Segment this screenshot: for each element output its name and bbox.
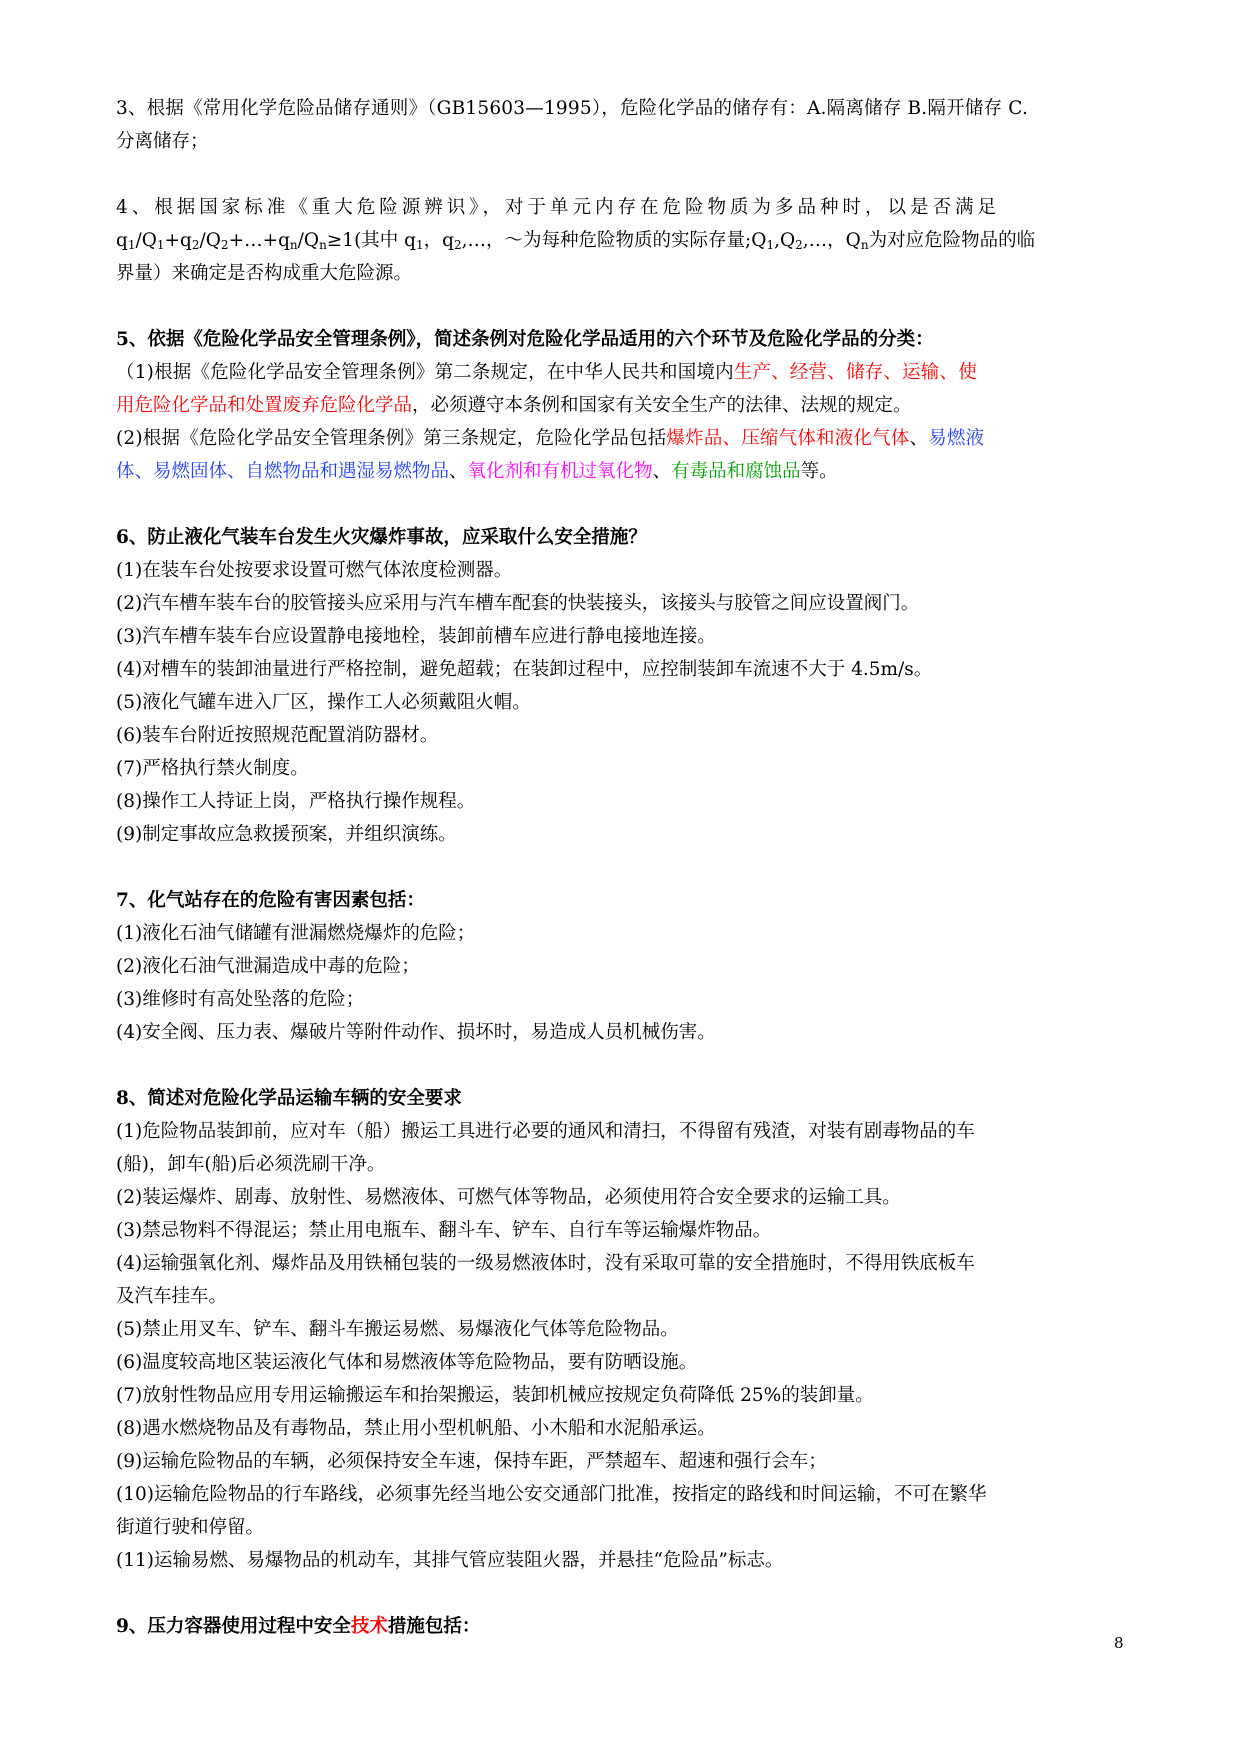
list-item: (3)汽车槽车装车台应设置静电接地栓，装卸前槽车应进行静电接地连接。 <box>116 626 716 647</box>
list-item: (2)装运爆炸、剧毒、放射性、易燃液体、可燃气体等物品，必须使用符合安全要求的运输工具。 <box>116 1187 901 1208</box>
item-5-para-1: （1)根据《危险化学品安全管理条例》第二条规定，在中华人民共和国境内生产、经营、储存、运输、使 <box>116 362 977 383</box>
item-6-title: 6、防止液化气装车台发生火灾爆炸事故，应采取什么安全措施？ <box>116 527 647 548</box>
item-4-line-3: 界量）来确定是否构成重大危险源。 <box>116 263 413 284</box>
list-item: (6)温度较高地区装运液化气体和易燃液体等危险物品，要有防晒设施。 <box>116 1352 698 1373</box>
item-5-para-2-cont: 体、易燃固体、自燃物品和遇湿易燃物品、氧化剂和有机过氧化物、有毒品和腐蚀品等。 <box>116 461 838 482</box>
item-4-formula-line: $q_1/Q_1+q_2/Q_2+\dots+q_n/Q_n\ge 1$(其中 $q_1$，$q_2,\dots$，～为每种危险物质的实际存量$;Q_1,Q_2,\dots$，$Q_n$为对应危险物品的临 <box>116 230 1036 252</box>
list-item: (2)液化石油气泄漏造成中毒的危险； <box>116 956 420 977</box>
document-page <box>116 92 1128 1643</box>
list-item: (3)禁忌物料不得混运；禁止用电瓶车、翻斗车、铲车、自行车等运输爆炸物品。 <box>116 1220 772 1241</box>
item-4-line-1: 4、根据国家标准《重大危险源辨识》，对于单元内存在危险物质为多品种时，以是否满足 <box>116 197 1001 218</box>
list-item: (1)危险物品装卸前，应对车（船）搬运工具进行必要的通风和清扫，不得留有残渣，对装有剧毒物品的车 <box>116 1121 975 1142</box>
list-item: (9)运输危险物品的车辆，必须保持安全车速，保持车距，严禁超车、超速和强行会车； <box>116 1451 827 1472</box>
item-3-line-2: 分离储存； <box>116 131 209 152</box>
item-5-title: 5、依据《危险化学品安全管理条例》，简述条例对危险化学品适用的六个环节及危险化学品的分类： <box>116 329 934 350</box>
list-item: (8)操作工人持证上岗，严格执行操作规程。 <box>116 791 476 812</box>
item-9-title: 9、压力容器使用过程中安全技术措施包括： <box>116 1616 481 1637</box>
list-item: 街道行驶和停留。 <box>116 1517 265 1538</box>
page-number: 8 <box>1114 1634 1124 1652</box>
item-5-para-2: (2)根据《危险化学品安全管理条例》第三条规定，危险化学品包括爆炸品、压缩气体和液化气体、易燃液 <box>116 428 985 449</box>
list-item: (2)汽车槽车装车台的胶管接头应采用与汽车槽车配套的快装接头，该接头与胶管之间应设置阀门。 <box>116 593 920 614</box>
item-7-title: 7、化气站存在的危险有害因素包括： <box>116 890 425 911</box>
list-item: (7)放射性物品应用专用运输搬运车和抬架搬运，装卸机械应按规定负荷降低 25%的装卸量。 <box>116 1385 874 1406</box>
item-8-title: 8、简述对危险化学品运输车辆的安全要求 <box>116 1088 462 1109</box>
list-item: (1)在装车台处按要求设置可燃气体浓度检测器。 <box>116 560 513 581</box>
list-item: (4)安全阀、压力表、爆破片等附件动作、损坏时，易造成人员机械伤害。 <box>116 1022 716 1043</box>
list-item: (5)禁止用叉车、铲车、翻斗车搬运易燃、易爆液化气体等危险物品。 <box>116 1319 679 1340</box>
list-item: (船)，卸车(船)后必须洗刷干净。 <box>116 1154 386 1175</box>
list-item: (3)维修时有高处坠落的危险； <box>116 989 365 1010</box>
list-item: (10)运输危险物品的行车路线，必须事先经当地公安交通部门批准，按指定的路线和时间运输，不可在繁华 <box>116 1484 987 1505</box>
list-item: (1)液化石油气储罐有泄漏燃烧爆炸的危险； <box>116 923 476 944</box>
item-3-line-1: 3、根据《常用化学危险品储存通则》（GB15603—1995），危险化学品的储存有：A.隔离储存 B.隔开储存 C. <box>116 98 1029 119</box>
list-item: (4)对槽车的装卸油量进行严格控制，避免超载；在装卸过程中，应控制装卸车流速不大于 4.5m/s。 <box>116 659 933 680</box>
list-item: (7)严格执行禁火制度。 <box>116 758 309 779</box>
list-item: (6)装车台附近按照规范配置消防器材。 <box>116 725 439 746</box>
list-item: (9)制定事故应急救援预案，并组织演练。 <box>116 824 457 845</box>
list-item: (5)液化气罐车进入厂区，操作工人必须戴阻火帽。 <box>116 692 531 713</box>
list-item: (11)运输易燃、易爆物品的机动车，其排气管应装阻火器，并悬挂“危险品”标志。 <box>116 1550 784 1571</box>
list-item: 及汽车挂车。 <box>116 1286 228 1307</box>
list-item: (4)运输强氧化剂、爆炸品及用铁桶包装的一级易燃液体时，没有采取可靠的安全措施时，不得用铁底板车 <box>116 1253 975 1274</box>
list-item: (8)遇水燃烧物品及有毒物品，禁止用小型机帆船、小木船和水泥船承运。 <box>116 1418 716 1439</box>
item-5-para-1-cont: 用危险化学品和处置废弃危险化学品，必须遵守本条例和国家有关安全生产的法律、法规的规定。 <box>116 395 912 416</box>
